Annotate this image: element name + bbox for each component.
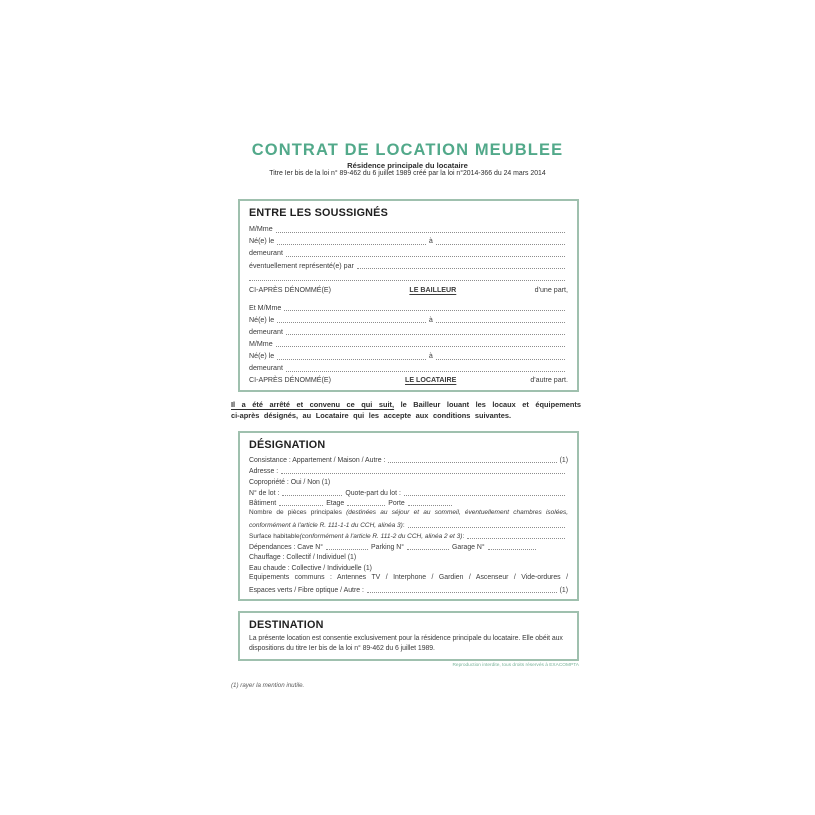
field-row-bailleur-birth xyxy=(249,234,568,246)
field-row-dependances xyxy=(249,540,568,551)
field-label: Né(e) le xyxy=(249,237,275,246)
field-label: Né(e) le xyxy=(249,352,275,361)
contract-title: CONTRAT DE LOCATION MEUBLEE xyxy=(251,141,564,159)
field-label: Né(e) le xyxy=(249,315,275,324)
field-label: Nombre de pièces principales xyxy=(249,508,347,516)
field-label: Bâtiment xyxy=(249,500,277,508)
field-label: à xyxy=(428,237,433,246)
denomination-row-locataire xyxy=(249,373,568,385)
field-row-locataire1-name xyxy=(249,301,568,313)
dotted-fill-field[interactable] xyxy=(286,334,565,335)
dotted-fill-field[interactable] xyxy=(404,495,565,496)
parties-heading: ENTRE LES SOUSSIGNÉS xyxy=(249,207,388,219)
dotted-fill-field[interactable] xyxy=(286,371,565,372)
dotted-fill-field[interactable] xyxy=(282,495,342,496)
copyright-notice: Reproduction interdite, tous droits réservés à EXACOMPTA xyxy=(452,663,579,668)
denomme-label: CI-APRÈS DÉNOMMÉ(E) xyxy=(249,376,331,385)
une-part-label: d'une part, xyxy=(534,285,568,294)
dotted-fill-field[interactable] xyxy=(276,232,565,233)
field-row-equipements-line2 xyxy=(249,584,568,595)
field-label: : xyxy=(462,533,465,541)
destination-body: La présente location est consentie exclusivement pour la résidence principale du locataire. Elle obéit aux dispositions du titre Ier bis de la loi n° 89-462 du 6 juillet 1989. xyxy=(249,635,563,653)
dotted-fill-field[interactable] xyxy=(388,462,556,463)
designation-heading: DÉSIGNATION xyxy=(249,439,326,451)
field-row-bailleur-address xyxy=(249,246,568,258)
field-label-italic: conformément à l'article R. 111-1-1 du CCH, alinéa 3) xyxy=(249,522,403,530)
field-label: Dépendances : Cave N° xyxy=(249,543,324,551)
dotted-fill-field[interactable] xyxy=(408,505,452,506)
field-label: Eau chaude : Collective / Individuelle (1) xyxy=(249,565,372,573)
destination-section xyxy=(238,611,579,661)
field-row-chauffage xyxy=(249,551,568,562)
intro-paragraph xyxy=(231,399,581,421)
dotted-fill-field[interactable] xyxy=(357,268,565,269)
field-label: Copropriété : Oui / Non (1) xyxy=(249,478,331,486)
field-row-consistance xyxy=(249,454,568,465)
field-row-locataire2-birth xyxy=(249,349,568,361)
field-label: Consistance : Appartement / Maison / Autre : xyxy=(249,457,386,465)
field-label: : xyxy=(402,522,405,530)
field-label: éventuellement représenté(e) par xyxy=(249,261,354,270)
field-label-italic: (conformément à l'article R. 111-2 du CCH, alinéa 2 et 3) xyxy=(299,533,463,541)
field-label: Parking N° xyxy=(371,543,405,551)
dotted-fill-field[interactable] xyxy=(286,256,565,257)
dotted-fill-field[interactable] xyxy=(408,527,565,528)
field-row-batiment xyxy=(249,497,568,508)
dotted-fill-field[interactable] xyxy=(326,549,368,550)
field-label: Et M/Mme xyxy=(249,303,282,312)
dotted-fill-field[interactable] xyxy=(436,244,565,245)
denomme-label: CI-APRÈS DÉNOMMÉ(E) xyxy=(249,285,331,294)
locataire-label: LE LOCATAIRE xyxy=(404,376,457,385)
dotted-fill-field[interactable] xyxy=(367,592,557,593)
field-row-bailleur-name xyxy=(249,222,568,234)
law-reference-line: Titre Ier bis de la loi n° 89-462 du 6 juillet 1989 créé par la loi n°2014-366 du 24 mars 2014 xyxy=(269,170,546,177)
dotted-fill-field[interactable] xyxy=(249,280,565,281)
contract-subtitle: Résidence principale du locataire xyxy=(347,161,468,170)
field-label: demeurant xyxy=(249,328,283,337)
designation-section xyxy=(238,431,579,601)
dotted-fill-field[interactable] xyxy=(284,310,565,311)
dotted-fill-field[interactable] xyxy=(276,346,565,347)
field-label: Surface habitable xyxy=(249,533,300,541)
field-label: N° de lot : xyxy=(249,489,280,497)
dotted-fill-field[interactable] xyxy=(347,505,385,506)
dotted-fill-field[interactable] xyxy=(279,505,323,506)
field-label: M/Mme xyxy=(249,225,273,234)
dotted-fill-field[interactable] xyxy=(277,244,426,245)
field-row-eau-chaude xyxy=(249,562,568,573)
intro-line-1 xyxy=(231,399,581,410)
field-label: à xyxy=(428,315,433,324)
footnote-marker: (1) xyxy=(559,586,568,594)
field-row-locataire1-birth xyxy=(249,313,568,325)
dotted-fill-field[interactable] xyxy=(407,549,449,550)
dotted-fill-field[interactable] xyxy=(277,322,426,323)
intro-line-2: ci-après désignés, au Locataire qui les accepte aux conditions suivantes. xyxy=(231,411,512,420)
field-row-pieces-line2 xyxy=(249,519,568,530)
field-row-continuation xyxy=(249,270,568,282)
field-row-copropriete xyxy=(249,476,568,487)
field-row-surface xyxy=(249,530,568,541)
field-row-bailleur-representative xyxy=(249,258,568,270)
footnote-marker: (1) xyxy=(559,457,568,465)
field-label: Garage N° xyxy=(452,543,485,551)
field-row-locataire1-address xyxy=(249,325,568,337)
field-label: demeurant xyxy=(249,364,283,373)
field-label: demeurant xyxy=(249,249,283,258)
field-label: Quote-part du lot : xyxy=(345,489,401,497)
parties-section xyxy=(238,199,579,392)
field-label: à xyxy=(428,352,433,361)
field-label: Espaces verts / Fibre optique / Autre : xyxy=(249,586,364,594)
field-label: Porte xyxy=(388,500,405,508)
field-label: Chauffage : Collectif / Individuel (1) xyxy=(249,554,357,562)
field-label-italic: (destinées au séjour et au sommeil, éventuellement chambres isolées, xyxy=(346,508,568,516)
field-row-adresse xyxy=(249,465,568,476)
field-row-lot xyxy=(249,486,568,497)
field-row-pieces-line1 xyxy=(249,508,568,519)
field-row-locataire2-name xyxy=(249,337,568,349)
denomination-row-bailleur xyxy=(249,282,568,294)
bailleur-label: LE BAILLEUR xyxy=(409,285,457,294)
destination-heading: DESTINATION xyxy=(249,619,324,631)
dotted-fill-field[interactable] xyxy=(436,359,565,360)
dotted-fill-field[interactable] xyxy=(277,359,426,360)
dotted-fill-field[interactable] xyxy=(436,322,565,323)
field-label: M/Mme xyxy=(249,340,273,349)
field-label: Etage xyxy=(326,500,345,508)
footnote-mention: (1) rayer la mention inutile. xyxy=(231,682,305,689)
dotted-fill-field[interactable] xyxy=(281,473,565,474)
dotted-fill-field[interactable] xyxy=(488,549,536,550)
field-row-equipements-line1: Equipements communs : Antennes TV / Interphone / Gardien / Ascenseur / Vide-ordures / xyxy=(249,573,568,581)
intro-underlined-clause: Il a été arrêté et convenu ce qui suit, xyxy=(231,400,395,409)
dotted-fill-field[interactable] xyxy=(467,538,565,539)
field-label: Adresse : xyxy=(249,468,279,475)
autre-part-label: d'autre part. xyxy=(530,376,568,385)
field-row-locataire2-address xyxy=(249,361,568,373)
intro-line1-rest: le Bailleur louant les locaux et équipements xyxy=(394,400,581,409)
